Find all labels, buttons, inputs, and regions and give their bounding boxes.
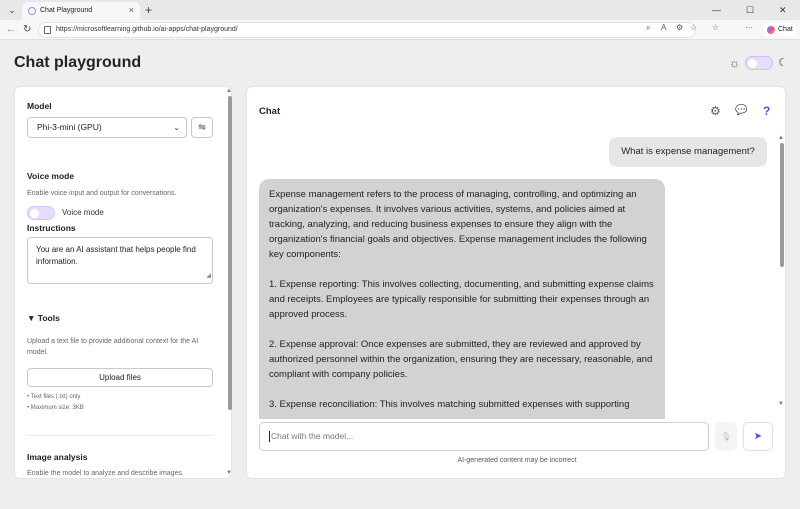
read-aloud-icon[interactable]: A	[661, 23, 667, 32]
user-message: What is expense management?	[609, 137, 767, 167]
chat-bubble-icon[interactable]: 💬	[735, 105, 748, 116]
more-ellipsis-icon[interactable]: ···	[745, 23, 753, 32]
left-scroll-down-icon[interactable]: ▼	[226, 470, 232, 476]
left-scrollbar[interactable]	[228, 96, 232, 410]
chevron-down-icon: ⌄	[173, 123, 180, 132]
back-arrow-icon[interactable]: ←	[6, 24, 16, 35]
chat-input[interactable]	[259, 422, 709, 451]
help-question-icon[interactable]: ?	[763, 104, 771, 118]
theme-toggle-knob	[748, 59, 757, 68]
chat-scroll-down-icon[interactable]: ▼	[778, 401, 784, 407]
model-label: Model	[27, 101, 52, 111]
tools-section-header[interactable]: ▼ Tools	[27, 313, 60, 323]
minimize-icon[interactable]: —	[712, 5, 721, 15]
send-button[interactable]	[743, 422, 773, 451]
chat-scrollbar[interactable]	[780, 143, 784, 267]
lock-icon	[44, 26, 51, 34]
model-select[interactable]	[27, 117, 187, 138]
tab-list-chevron-down-icon[interactable]: ⌄	[8, 5, 16, 15]
ai-disclaimer: AI-generated content may be incorrect	[457, 457, 577, 464]
upload-files-button[interactable]: Upload files	[27, 368, 213, 387]
upload-note-size: • Maximum size: 3KB	[27, 405, 84, 411]
browser-tab-bar	[0, 0, 800, 20]
instructions-text: You are an AI assistant that helps people find information.	[36, 245, 196, 266]
model-settings-button[interactable]	[191, 117, 213, 138]
tab-favicon-icon	[28, 7, 36, 15]
sun-icon: ☼	[729, 56, 740, 70]
maximize-icon[interactable]: ☐	[746, 5, 755, 15]
image-analysis-description: Enable the model to analyze and describe images.	[27, 470, 184, 477]
zoom-magnifier-icon[interactable]: ⌕	[646, 23, 651, 32]
voice-toggle-knob	[30, 209, 39, 218]
assistant-paragraph: 1. Expense reporting: This involves collecting, documenting, and submitting expense claims and receipts. Employees are typically responsible for submitting their expenses through an approved process.	[269, 279, 654, 320]
image-analysis-label: Image analysis	[27, 452, 88, 462]
assistant-paragraph: 2. Expense approval: Once expenses are submitted, they are reviewed and approved by authorized personnel within the organization, ensuring they are necessary, reasonable, and compliant with company policies.	[269, 339, 653, 380]
theme-toggle[interactable]	[745, 56, 773, 70]
favorites-bar-icon[interactable]: ☆	[712, 23, 720, 32]
voice-mode-description: Enable voice input and output for conversations.	[27, 190, 177, 197]
instructions-textarea[interactable]	[27, 237, 213, 284]
address-bar-row	[0, 20, 800, 40]
instructions-label: Instructions	[27, 223, 76, 233]
send-arrow-icon: ➤	[753, 431, 763, 442]
copilot-chat-label: Chat	[778, 26, 793, 33]
reload-icon[interactable]: ↻	[23, 24, 32, 35]
voice-mode-toggle-label: Voice mode	[62, 208, 104, 217]
chat-scroll-up-icon[interactable]: ▲	[778, 135, 784, 141]
left-scroll-up-icon[interactable]: ▲	[226, 88, 232, 94]
window-close-icon[interactable]: ✕	[779, 5, 787, 15]
copilot-chat-button[interactable]	[764, 23, 796, 37]
chat-settings-gear-icon[interactable]: ⚙	[710, 104, 721, 118]
tab-title: Chat Playground	[40, 7, 93, 14]
page-title: Chat playground	[14, 54, 142, 71]
settings-panel	[14, 86, 232, 479]
model-settings-icon: ⇋	[198, 122, 206, 132]
upload-note-types: • Text files (.txt) only	[27, 394, 81, 400]
tab-close-icon[interactable]: ×	[128, 5, 134, 15]
new-tab-plus-icon[interactable]: +	[145, 3, 153, 17]
resize-grip-icon[interactable]: ◢	[206, 273, 211, 279]
copilot-icon	[767, 26, 775, 34]
chat-panel	[246, 86, 786, 479]
chat-title: Chat	[259, 106, 281, 117]
url-input[interactable]	[38, 22, 696, 38]
browser-tab[interactable]	[22, 2, 140, 20]
section-divider	[27, 435, 213, 436]
microphone-icon: 🎙	[720, 432, 732, 441]
url-text: https://microsoftlearning.github.io/ai-apps/chat-playground/	[56, 26, 238, 33]
assistant-paragraph: 3. Expense reconciliation: This involves matching submitted expenses with supporting	[269, 399, 630, 410]
assistant-paragraph: Expense management refers to the process of managing, controlling, and optimizing an organization's expenses. It involves various activities, systems, and policies aimed at tracking, analyzing, and reducing business expenses to ensure they align with the organization's financial goals and objectives. Expense management includes the following key components:	[269, 189, 647, 260]
voice-mode-label: Voice mode	[27, 171, 75, 181]
favorite-star-icon[interactable]: ☆	[690, 23, 698, 32]
microphone-button[interactable]	[715, 422, 737, 451]
voice-mode-toggle[interactable]	[27, 206, 55, 220]
extensions-puzzle-icon[interactable]: ⚙	[676, 23, 684, 32]
chat-input-placeholder: Chat with the model...	[271, 431, 354, 441]
assistant-message	[259, 179, 665, 419]
tools-description: Upload a text file to provide additional context for the AI model.	[27, 338, 199, 356]
model-select-value: Phi-3-mini (GPU)	[37, 122, 102, 132]
text-cursor	[269, 431, 270, 442]
moon-icon: ☾	[778, 57, 788, 69]
